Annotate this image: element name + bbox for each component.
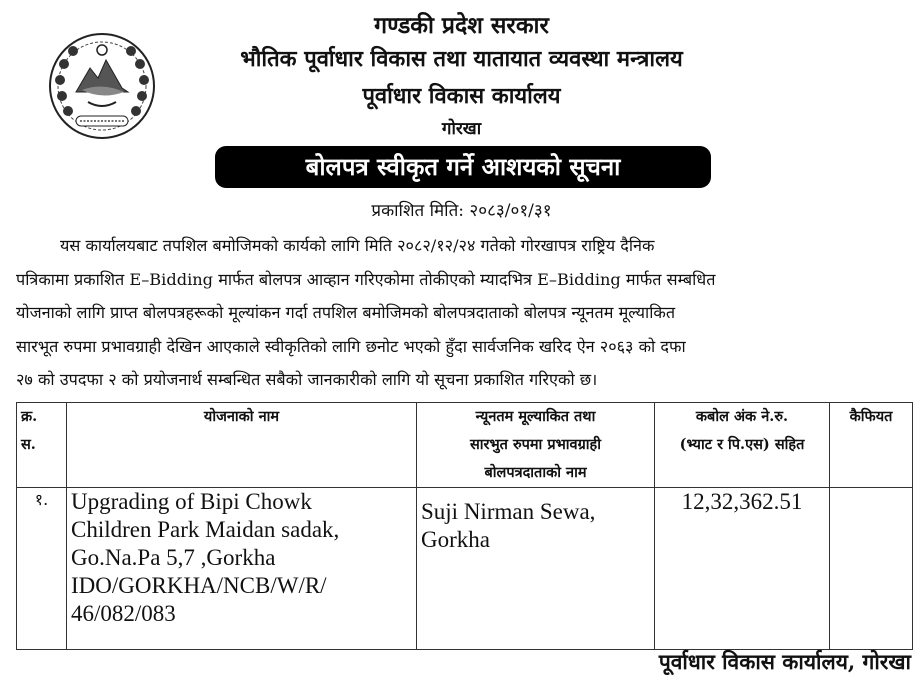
notice-title: बोलपत्र स्वीकृत गर्ने आशयको सूचना (215, 146, 711, 188)
header-bidder: न्यूनतम मूल्याकित तथा सारभुत रुपमा प्रभावग्राही बोलपत्रदाताको नाम (417, 403, 655, 488)
office-signature: पूर्वाधार विकास कार्यालय, गोरखा (658, 649, 911, 674)
row-amount: 12,32,362.51 (655, 488, 830, 650)
table-header-row (17, 403, 913, 488)
notice-line: पत्रिकामा प्रकाशित E–Bidding मार्फत बोलपत्र आव्हान गरिएकोमा तोकीएको म्यादभित्र E–Bidding मार्फत सम्बधित (16, 269, 716, 289)
row-project: Upgrading of Bipi Chowk Children Park Maidan sadak, Go.Na.Pa 5,7 ,Gorkha IDO/GORKHA/NCB/W/R/ 46/082/083 (67, 488, 417, 650)
row-sn: १. (17, 488, 67, 650)
header-amount: कबोल अंक ने.रु. (भ्याट र पि.एस) सहित (655, 403, 830, 488)
bid-table (16, 402, 913, 650)
header-project: योजनाको नाम (67, 403, 417, 488)
office-name: पूर्वाधार विकास कार्यालय (362, 83, 561, 109)
notice-line: २७ को उपदफा २ को प्रयोजनार्थ सम्बन्धित सबैको जानकारीको लागि यो सूचना प्रकाशित गरिएको छ। (16, 370, 598, 389)
published-date: प्रकाशित मिति: २०८३/०१/३१ (371, 201, 552, 221)
table-row (17, 488, 913, 650)
notice-line: यस कार्यालयबाट तपशिल बमोजिमको कार्यको लागि मिति २०८२/१२/२४ गतेको गोरखापत्र राष्ट्रिय दैनिक (60, 236, 655, 255)
office-location: गोरखा (441, 119, 482, 139)
row-remarks (830, 488, 913, 650)
government-name: गण्डकी प्रदेश सरकार (374, 12, 549, 39)
row-bidder: Suji Nirman Sewa, Gorkha (417, 488, 655, 650)
ministry-name: भौतिक पूर्वाधार विकास तथा यातायात व्यवस्था मन्त्रालय (240, 46, 683, 72)
header-sn: क्र. स. (17, 403, 67, 488)
notice-line: सारभूत रुपमा प्रभावग्राही देखिन आएकाले स्वीकृतिको लागि छनोट भएको हुँदा सार्वजनिक खरिद ऐन २०६३ को दफा (16, 336, 686, 356)
notice-body (16, 229, 906, 397)
notice-line: योजनाको लागि प्राप्त बोलपत्रहरूको मूल्यांकन गर्दा तपशिल बमोजिमको बोलपत्रदाताको बोलपत्र न्यूनतम मूल्याकित (16, 303, 676, 322)
header-remarks: कैफियत (830, 403, 913, 488)
